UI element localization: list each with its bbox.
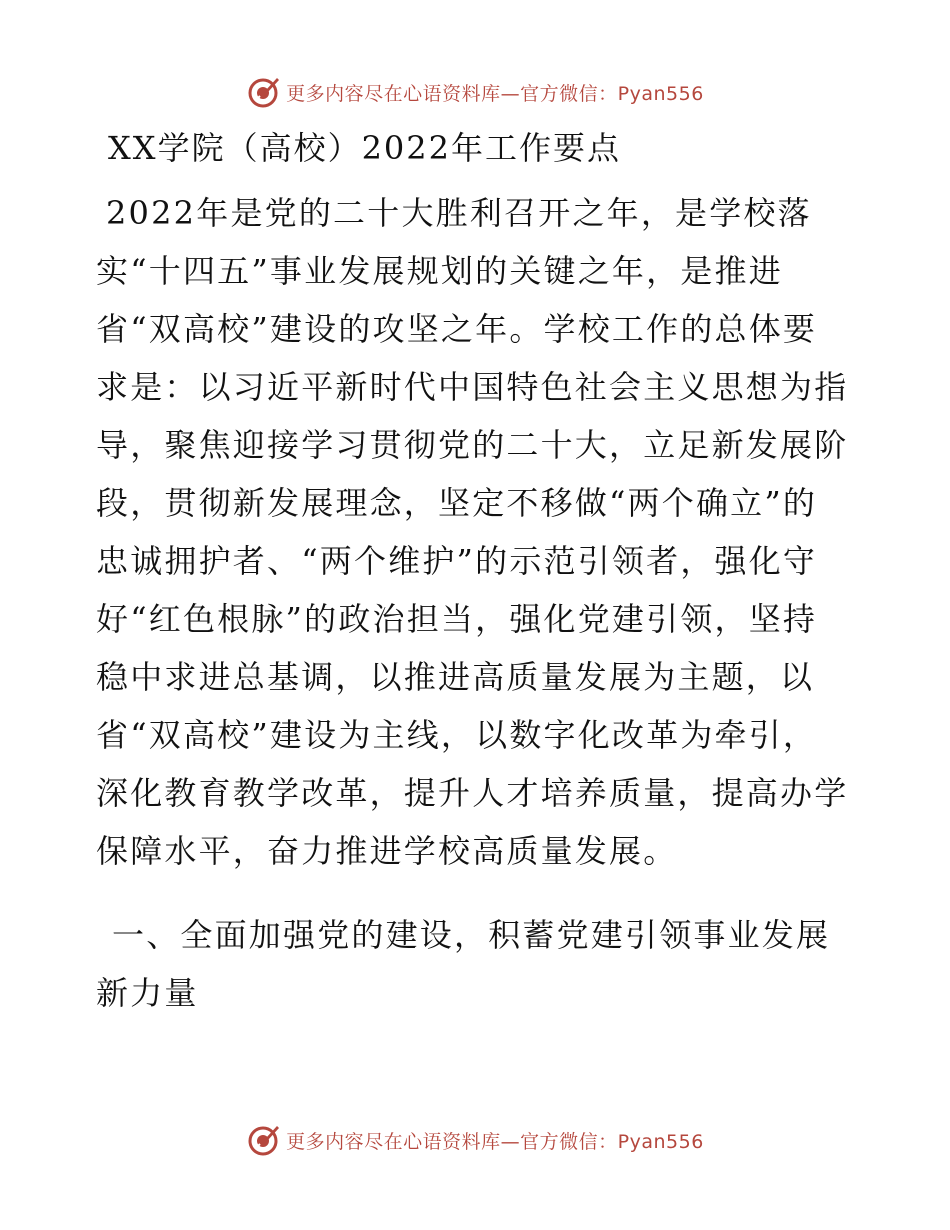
watermark-banner-bottom <box>0 1120 950 1160</box>
text-line: 省“双高校”建设为主线，以数字化改革为牵引， <box>96 716 818 754</box>
heading-line: 一、全面加强党的建设，积蓄党建引领事业发展 <box>112 916 831 954</box>
page-title: XX学院（高校）2022年工作要点 <box>108 129 622 167</box>
watermark-banner-top <box>0 72 950 112</box>
text-line: 2022年是党的二十大胜利召开之年，是学校落 <box>106 194 812 232</box>
text-line: 深化教育教学改革，提升人才培养质量，提高办学 <box>96 774 849 812</box>
text-line: 实“十四五”事业发展规划的关键之年，是推进 <box>96 252 783 290</box>
text-line: 省“双高校”建设的攻坚之年。学校工作的总体要 <box>96 310 818 348</box>
intro-paragraph <box>96 184 866 880</box>
document-body <box>96 128 866 1022</box>
text-line: 段，贯彻新发展理念，坚定不移做“两个确立”的 <box>96 484 818 522</box>
text-line: 求是：以习近平新时代中国特色社会主义思想为指 <box>96 368 849 406</box>
quill-seal-icon <box>246 1123 280 1157</box>
watermark-text: 更多内容尽在心语资料库—官方微信：Pyan556 <box>286 82 704 105</box>
text-line: 导，聚焦迎接学习贯彻党的二十大，立足新发展阶 <box>96 426 849 464</box>
quill-seal-icon <box>246 75 280 109</box>
text-line: 保障水平，奋力推进学校高质量发展。 <box>96 832 678 870</box>
text-line: 稳中求进总基调，以推进高质量发展为主题，以 <box>96 658 815 696</box>
watermark-text: 更多内容尽在心语资料库—官方微信：Pyan556 <box>286 1130 704 1153</box>
section-heading-1 <box>96 906 866 1022</box>
text-line: 好“红色根脉”的政治担当，强化党建引领，坚持 <box>96 600 818 638</box>
text-line: 忠诚拥护者、“两个维护”的示范引领者，强化守 <box>96 542 818 580</box>
heading-line: 新力量 <box>96 974 199 1012</box>
